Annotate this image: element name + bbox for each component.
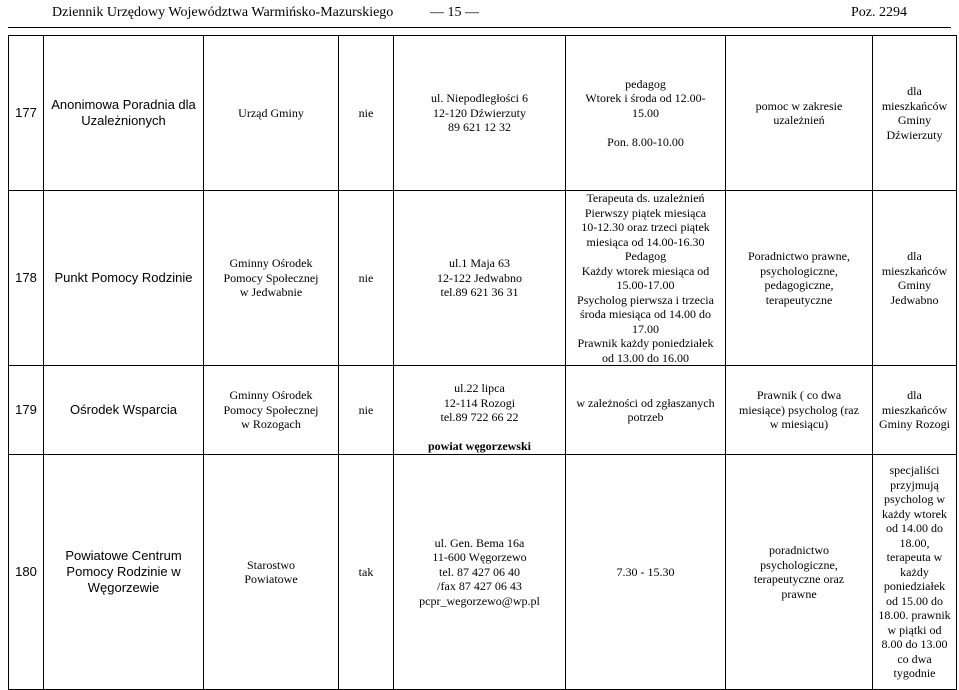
address	[394, 366, 566, 455]
services-line: pedagogiczne,	[764, 278, 834, 292]
address	[394, 455, 566, 690]
services	[726, 191, 873, 366]
row-number	[9, 455, 44, 690]
for-whom-line: Gminy	[897, 113, 932, 127]
services	[726, 455, 873, 690]
services	[726, 366, 873, 455]
flag-value	[339, 455, 394, 690]
for-whom-line: co dwa	[897, 651, 932, 666]
founder-line: Gminny Ośrodek	[229, 388, 313, 403]
table-row	[9, 191, 957, 366]
row-number	[9, 191, 44, 366]
address-line: 12-114 Rozogi	[443, 395, 516, 410]
hours-line: Prawnik każdy poniedziałek	[577, 336, 714, 350]
hours-line: 10-12.30 oraz trzeci piątek	[581, 220, 710, 234]
for-whom-line: mieszkańców	[881, 263, 948, 278]
table-row	[9, 366, 957, 455]
target-group	[873, 455, 957, 690]
hours-line: Każdy wtorek miesiąca od	[581, 263, 710, 278]
services-line: prawne	[781, 586, 817, 601]
address-line: 11-600 Węgorzewo	[432, 550, 527, 565]
for-whom-line: dla	[907, 249, 922, 263]
target-group	[873, 36, 957, 191]
address	[394, 191, 566, 366]
flag-text: tak	[358, 564, 374, 579]
num-text: 177	[15, 104, 37, 120]
services-line: psychologiczne,	[760, 263, 838, 278]
hours-line: środa miesiąca od 14.00 do	[580, 307, 711, 321]
address-line: 12-120 Dźwierzuty	[433, 105, 526, 120]
flag-text: nie	[358, 105, 374, 120]
for-whom-line: 18.00,	[899, 535, 930, 550]
flag-value	[339, 191, 394, 366]
num-text: 180	[15, 563, 37, 579]
founder-line: Pomocy Społecznej	[223, 402, 319, 417]
founder-line: Powiatowe	[244, 572, 298, 586]
services	[726, 36, 873, 191]
services-line: psychologiczne,	[760, 557, 838, 572]
for-whom-line: od 15.00 do	[886, 593, 943, 608]
hours-line: Pedagog	[624, 249, 667, 263]
for-whom-line: Jedwabno	[890, 292, 939, 307]
name-text: Ośrodek Wsparcia	[70, 402, 177, 417]
address-line: ul. Niepodległości 6	[431, 91, 528, 106]
for-whom-line: tygodnie	[893, 666, 936, 681]
institution-name	[44, 36, 204, 191]
for-whom-line: dla	[907, 84, 922, 98]
hours-line: Psycholog pierwsza i trzecia	[577, 292, 714, 307]
opening-hours	[566, 191, 726, 366]
opening-hours	[566, 366, 726, 455]
services-line: Poradnictwo prawne,	[748, 249, 850, 263]
hours-line: Pierwszy piątek miesiąca	[584, 205, 707, 220]
table-row	[9, 455, 957, 690]
for-whom-line: 18.00. prawnik	[878, 608, 951, 623]
hours-line: pedagog	[625, 76, 666, 91]
hours-line: 15.00	[632, 105, 659, 120]
founder-line: w Jedwabnie	[239, 285, 303, 300]
for-whom-line: terapeuta w	[886, 550, 943, 565]
address-line: tel. 87 427 06 40	[439, 564, 520, 579]
hours-line: 7.30 - 15.30	[616, 564, 675, 579]
flag-value	[339, 36, 394, 191]
for-whom-line: Gminy	[897, 278, 932, 292]
services-line: pomoc w zakresie	[755, 98, 843, 113]
opening-hours	[566, 36, 726, 191]
institution-name	[44, 191, 204, 366]
name-text: Anonimowa Poradnia dla Uzależnionych	[51, 97, 196, 128]
institution-name	[44, 366, 204, 455]
address	[394, 36, 566, 191]
for-whom-line: Gminy Rozogi	[879, 417, 950, 432]
address-line: 12-122 Jedwabno	[437, 270, 522, 285]
for-whom-line: każdy wtorek	[882, 506, 947, 521]
for-whom-line: w piątki od	[887, 622, 942, 637]
target-group	[873, 366, 957, 455]
hours-line: 15.00-17.00	[616, 278, 675, 292]
hours-line: potrzeb	[627, 410, 664, 424]
services-line: terapeutyczne oraz	[753, 572, 845, 586]
for-whom-line: 8.00 do 13.00	[881, 637, 948, 652]
flag-text: nie	[358, 270, 374, 285]
for-whom-line: przyjmują	[890, 477, 939, 492]
founder-line: Gminny Ośrodek	[229, 256, 313, 271]
address-line: 89 621 12 32	[448, 120, 511, 135]
position-number: Poz. 2294	[851, 5, 907, 20]
services-line: poradnictwo	[769, 543, 829, 557]
hours-line: Pon. 8.00-10.00	[607, 134, 684, 149]
journal-title: Dziennik Urzędowy Województwa Warmińsko-Mazurskiego	[52, 5, 394, 20]
institution-name	[44, 455, 204, 690]
for-whom-line: poniedziałek	[883, 579, 946, 594]
hours-line: 17.00	[632, 321, 659, 336]
services-line: w miesiącu)	[769, 417, 829, 432]
for-whom-line: Dźwierzuty	[886, 127, 943, 142]
target-group	[873, 191, 957, 366]
hours-line: od 13.00 do 16.00	[602, 350, 689, 365]
for-whom-line: psycholog w	[884, 492, 945, 507]
hours-line: w zależności od zgłaszanych	[576, 395, 715, 410]
hours-line: miesiąca od 14.00-16.30	[586, 234, 705, 249]
founder	[204, 455, 339, 690]
services-line: Prawnik ( co dwa	[756, 388, 842, 403]
address-line: ul.22 lipca	[454, 381, 505, 396]
address-line: tel.89 722 66 22	[440, 410, 519, 425]
for-whom-line: dla	[907, 388, 922, 403]
founder-line: w Rozogach	[241, 417, 301, 432]
hours-line: Terapeuta ds. uzależnień	[586, 191, 705, 205]
opening-hours	[566, 455, 726, 690]
hours-line: Wtorek i środa od 12.00-	[585, 91, 706, 106]
founder	[204, 191, 339, 366]
for-whom-line: każdy	[900, 564, 929, 579]
for-whom-line: od 14.00 do	[886, 521, 943, 536]
founder	[204, 36, 339, 191]
num-text: 178	[15, 269, 37, 285]
row-number	[9, 366, 44, 455]
name-text: Punkt Pomocy Rodzinie	[54, 270, 193, 285]
founder	[204, 366, 339, 455]
page-number: — 15 —	[430, 5, 479, 20]
founder-line: Urząd Gminy	[238, 105, 304, 120]
section-label: powiat węgorzewski	[428, 438, 531, 453]
for-whom-line: mieszkańców	[881, 402, 948, 417]
address-line: pcpr_wegorzewo@wp.pl	[419, 593, 540, 608]
name-text: Powiatowe Centrum Pomocy Rodzinie w Węgorzewie	[65, 548, 182, 595]
founder-line: Starostwo	[247, 557, 295, 572]
table-row	[9, 36, 957, 191]
flag-text: nie	[358, 402, 374, 417]
num-text: 179	[15, 401, 37, 417]
address-line: tel.89 621 36 31	[440, 285, 519, 300]
address-line: ul. Gen. Bema 16a	[434, 535, 525, 550]
for-whom-line: specjaliści	[889, 463, 940, 478]
row-number	[9, 36, 44, 191]
header-rule	[8, 27, 951, 28]
address-line: /fax 87 427 06 43	[437, 579, 522, 594]
flag-value	[339, 366, 394, 455]
services-line: miesiące) psycholog (raz	[739, 402, 859, 417]
founder-line: Pomocy Społecznej	[223, 270, 319, 285]
services-line: uzależnień	[773, 113, 825, 127]
services-line: terapeutyczne	[765, 292, 833, 307]
hours-line	[569, 120, 722, 135]
page-header	[0, 0, 959, 30]
register-table	[8, 35, 957, 690]
for-whom-line: mieszkańców	[881, 98, 948, 113]
address-line: ul.1 Maja 63	[449, 256, 510, 271]
